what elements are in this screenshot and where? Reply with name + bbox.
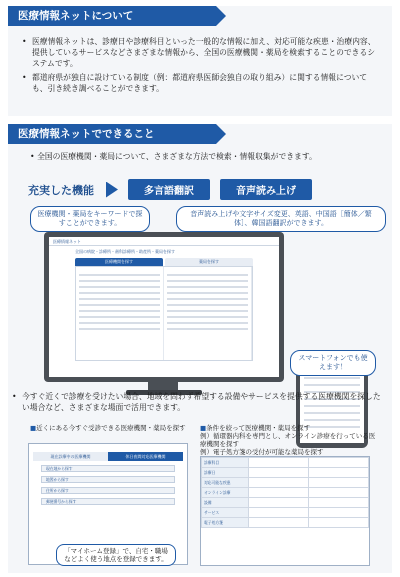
language-bubble: 音声読み上げや文字サイズ変更、英語、中国語［簡体／繁体］、韓国語翻訳ができます。 <box>176 206 386 232</box>
tab-holiday[interactable]: 休日夜間対応医療機関 <box>108 452 183 461</box>
site-logo: 医療情報ネット <box>49 237 279 246</box>
tab-pharmacy[interactable]: 薬局を探す <box>165 258 253 266</box>
smartphone-bubble: スマートフォンでも使えます！ <box>290 350 376 376</box>
map-search-button[interactable]: 地図から探す <box>41 476 175 483</box>
search-column <box>76 267 164 360</box>
example-left-label: ■近くにある今すぐ受診できる医療機関・薬局を探す <box>30 424 186 432</box>
current-location-button[interactable]: 現在地から探す <box>41 465 175 472</box>
features-lead: • 全国の医療機関・薬局について、さまざまな方法で検索・情報収集ができます。 <box>8 144 392 162</box>
about-bullet-1: • 医療情報ネットは、診療日や診療科目といった一般的な情報に加え、対応可能な疾患・治療内容、提供しているサービスなどさまざまな情報から、全国の医療機関・薬局を検索することのできるシステムです。 <box>22 36 380 69</box>
keyword-bubble: 医療機関・薬局をキーワードで探すことができます。 <box>30 206 150 232</box>
about-bullet-2: • 都道府県が独自に設けている制度（例：都道府県医師会独自の取り組み）に関する情報についても、引き続き調べることができます。 <box>22 72 380 94</box>
features-heading: 医療情報ネットでできること <box>8 124 216 144</box>
about-section <box>8 6 392 116</box>
feature-title: 充実した機能 <box>28 183 94 197</box>
tab-medical[interactable]: 医療機関を探す <box>75 258 163 266</box>
translation-pill: 多言語翻訳 <box>128 179 210 200</box>
voice-pill: 音声読み上げ <box>220 179 312 200</box>
nearby-tabs <box>33 452 183 461</box>
condition-table: 診療科目 診療日 対応可能な疾患 オンライン診療 設備 サービス 電子処方箋 <box>201 457 369 528</box>
about-heading: 医療情報ネットについて <box>8 6 216 26</box>
usage-bullet: • 今すぐ近くで診療を受けたい場合、地域を問わず希望する設備やサービスを提供する医療機関を探したい場合など、さまざまな場面で活用できます。 <box>22 391 382 413</box>
feature-row <box>28 179 312 200</box>
address-search-button[interactable]: 住所から探す <box>41 487 175 494</box>
postal-search-button[interactable]: 郵便番号から探す <box>41 498 175 505</box>
example-right-label: ■条件を絞って医療機関・薬局を探す 例）循環器内科を専門とし、オンライン診療を行っている医療機関を探す 例）電子処方箋の受付が可能な薬局を探す <box>200 424 376 456</box>
site-tabs <box>75 258 253 266</box>
chevron-right-icon <box>106 182 118 198</box>
desktop-monitor <box>44 232 284 382</box>
condition-search-screenshot <box>200 456 370 566</box>
site-search-panel <box>75 266 253 361</box>
my-home-bubble: 「マイホーム登録」で、自宅・職場などよく使う地点を登録できます。 <box>56 544 176 566</box>
tab-open-now[interactable]: 現在診療中の医療機関 <box>33 452 108 461</box>
site-title: 全国の病院・診療所・歯科診療所・助産所・薬局を探す <box>75 249 175 254</box>
about-bullets <box>8 26 392 94</box>
search-column <box>164 267 252 360</box>
site-screenshot <box>49 237 279 377</box>
